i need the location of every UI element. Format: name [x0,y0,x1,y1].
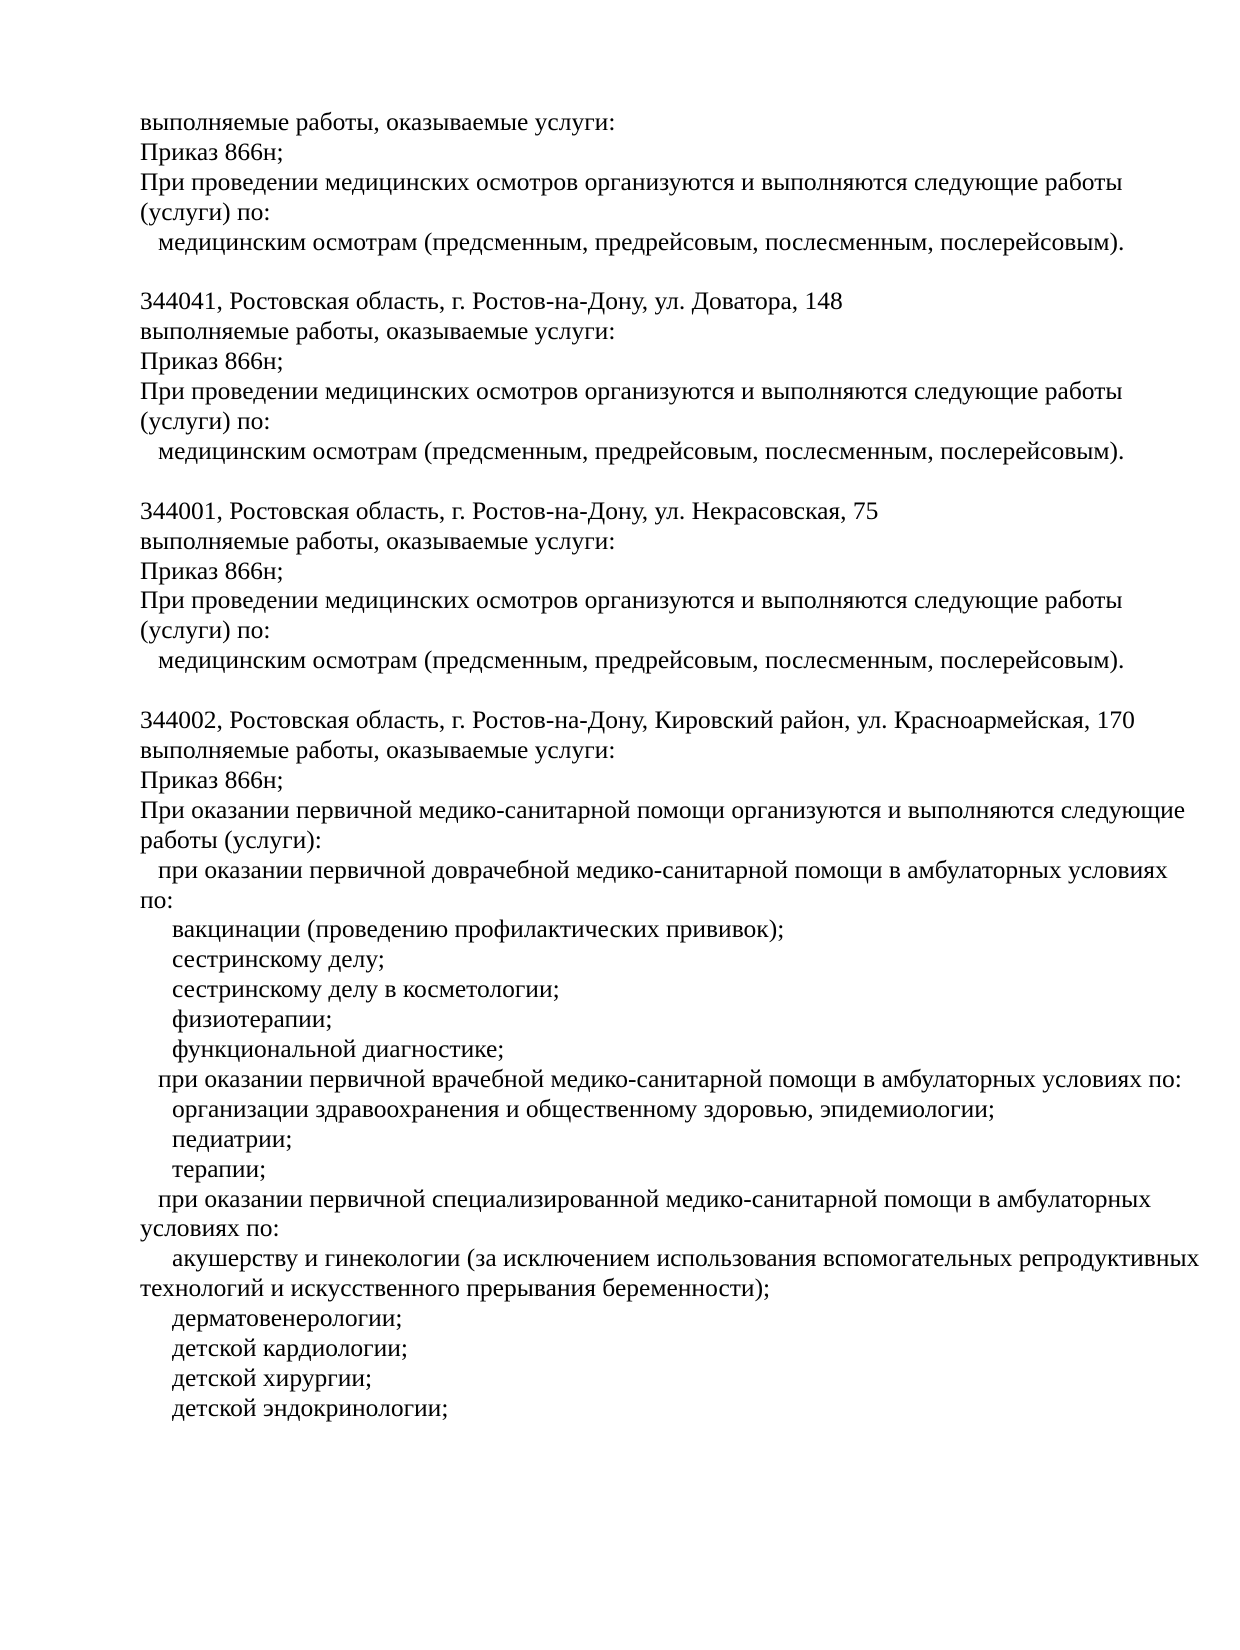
document-line: функциональной диагностике; [172,1034,505,1064]
document-line: акушерству и гинекологии (за исключением использования вспомогательных репродуктивных [172,1243,1200,1273]
document-line: При проведении медицинских осмотров организуются и выполняются следующие работы [140,376,1123,406]
document-line: при оказании первичной доврачебной медико-санитарной помощи в амбулаторных условиях [158,854,1168,884]
document-line: 344041, Ростовская область, г. Ростов-на-Дону, ул. Доватора, 148 [140,286,843,316]
document-line: При проведении медицинских осмотров организуются и выполняются следующие работы [140,585,1123,615]
document-section-services-continuation [140,107,1199,257]
document-line: по: [140,884,174,914]
document-line: вакцинации (проведению профилактических прививок); [172,914,785,944]
document-line: выполняемые работы, оказываемые услуги: [140,734,616,764]
document-line: сестринскому делу в косметологии; [172,974,560,1004]
document-line: при оказании первичной врачебной медико-санитарной помощи в амбулаторных условиях по: [158,1063,1182,1093]
document-line: детской эндокринологии; [172,1392,449,1422]
document-section-address-344002 [140,705,1199,1423]
document-line: работы (услуги): [140,824,322,854]
document-line: (услуги) по: [140,615,271,645]
document-line: медицинским осмотрам (предсменным, предрейсовым, послесменным, послерейсовым). [158,645,1125,675]
document-line: Приказ 866н; [140,136,284,166]
document-line: педиатрии; [172,1123,293,1153]
document-line: Приказ 866н; [140,346,284,376]
document-line: (услуги) по: [140,406,271,436]
document-line: медицинским осмотрам (предсменным, предрейсовым, послесменным, послерейсовым). [158,226,1125,256]
document-line: Приказ 866н; [140,764,284,794]
document-line: технологий и искусственного прерывания беременности); [140,1273,771,1303]
document-line: при оказании первичной специализированной медико-санитарной помощи в амбулаторных [158,1183,1152,1213]
document-line: детской кардиологии; [172,1333,409,1363]
document-line: сестринскому делу; [172,944,385,974]
document-line: 344002, Ростовская область, г. Ростов-на-Дону, Кировский район, ул. Красноармейская, 170 [140,705,1135,735]
document-line: выполняемые работы, оказываемые услуги: [140,525,616,555]
document-line: выполняемые работы, оказываемые услуги: [140,107,616,136]
document-section-address-344001 [140,496,1199,675]
document-line: физиотерапии; [172,1004,333,1034]
document-line: При проведении медицинских осмотров организуются и выполняются следующие работы [140,166,1123,196]
document-line: детской хирургии; [172,1363,373,1393]
document-line: медицинским осмотрам (предсменным, предрейсовым, послесменным, послерейсовым). [158,435,1125,465]
document-section-address-344041 [140,286,1199,465]
document-line: дерматовенерологии; [172,1303,403,1333]
document-line: условиях по: [140,1213,280,1243]
document-line: Приказ 866н; [140,555,284,585]
document-body [140,107,1199,1423]
document-line: При оказании первичной медико-санитарной помощи организуются и выполняются следующие [140,794,1186,824]
document-line: 344001, Ростовская область, г. Ростов-на-Дону, ул. Некрасовская, 75 [140,495,879,525]
document-line: (услуги) по: [140,196,271,226]
document-line: терапии; [172,1153,267,1183]
document-line: организации здравоохранения и общественному здоровью, эпидемиологии; [172,1093,996,1123]
document-line: выполняемые работы, оказываемые услуги: [140,316,616,346]
